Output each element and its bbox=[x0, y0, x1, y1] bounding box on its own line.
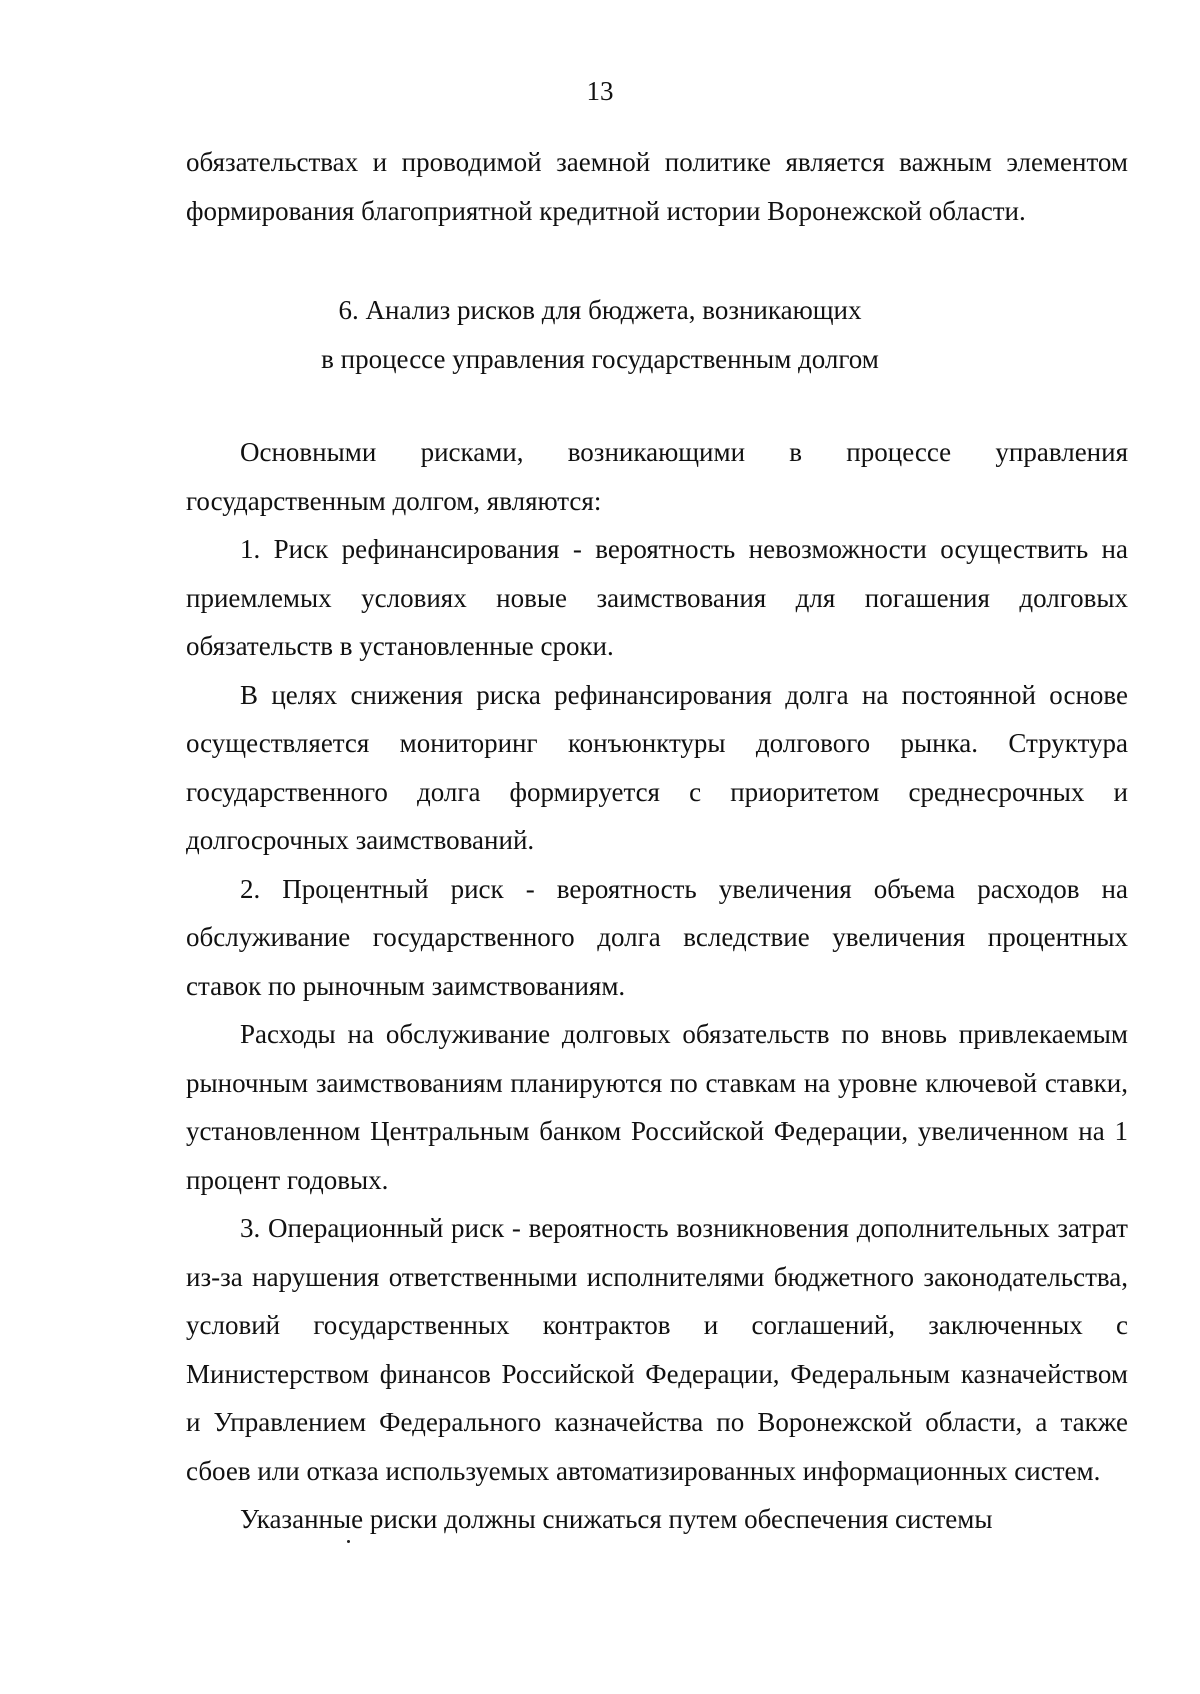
paragraph-refinancing-mitigation: В целях снижения риска рефинансирования долга на постоянной основе осуществляется мониторинг конъюнктуры долгового рынка. Структура государственного долга формируется с приоритетом среднесрочных и долгосрочных заимствований. bbox=[186, 679, 1128, 855]
paragraph-operational-risk: 3. Операционный риск - вероятность возникновения дополнительных затрат из-за нарушения ответственными исполнителями бюджетного законодательства, условий государственных контрактов и соглашений, заключенных с Министерством финансов Российской Федерации, Федеральным казначейством и Управлением Федерального казначейства по Воронежской области, а также сбоев или отказа используемых автоматизированных информационных систем. bbox=[186, 1213, 1128, 1486]
section-heading-line-1: 6. Анализ рисков для бюджета, возникающих bbox=[338, 295, 862, 325]
paragraph-risk-mitigation: Указанные риски должны снижаться путем обеспечения системы bbox=[240, 1504, 993, 1534]
section-body bbox=[186, 428, 1128, 1544]
continued-paragraph: обязательствах и проводимой заемной политике является важным элементом формирования благоприятной кредитной истории Воронежской области. bbox=[186, 147, 1128, 226]
section-heading-line-2: в процессе управления государственным долгом bbox=[321, 344, 879, 374]
paragraph-interest-expenses: Расходы на обслуживание долговых обязательств по вновь привлекаемым рыночным заимствованиям планируются по ставкам на уровне ключевой ставки, установленном Центральным банком Российской Федерации, увеличенном на 1 процент годовых. bbox=[186, 1019, 1128, 1195]
paragraph-refinancing-risk: 1. Риск рефинансирования - вероятность невозможности осуществить на приемлемых условиях новые заимствования для погашения долговых обязательств в установленные сроки. bbox=[186, 534, 1128, 661]
paragraph-intro: Основными рисками, возникающими в процессе управления государственным долгом, являются: bbox=[186, 437, 1128, 516]
section-heading bbox=[0, 286, 1200, 384]
paragraph-interest-risk: 2. Процентный риск - вероятность увеличения объема расходов на обслуживание государственного долга вследствие увеличения процентных ставок по рыночным заимствованиям. bbox=[186, 873, 1128, 1001]
page-number: 13 bbox=[586, 76, 614, 106]
continued-paragraph-block bbox=[186, 138, 1128, 235]
scan-speck bbox=[347, 1540, 350, 1543]
